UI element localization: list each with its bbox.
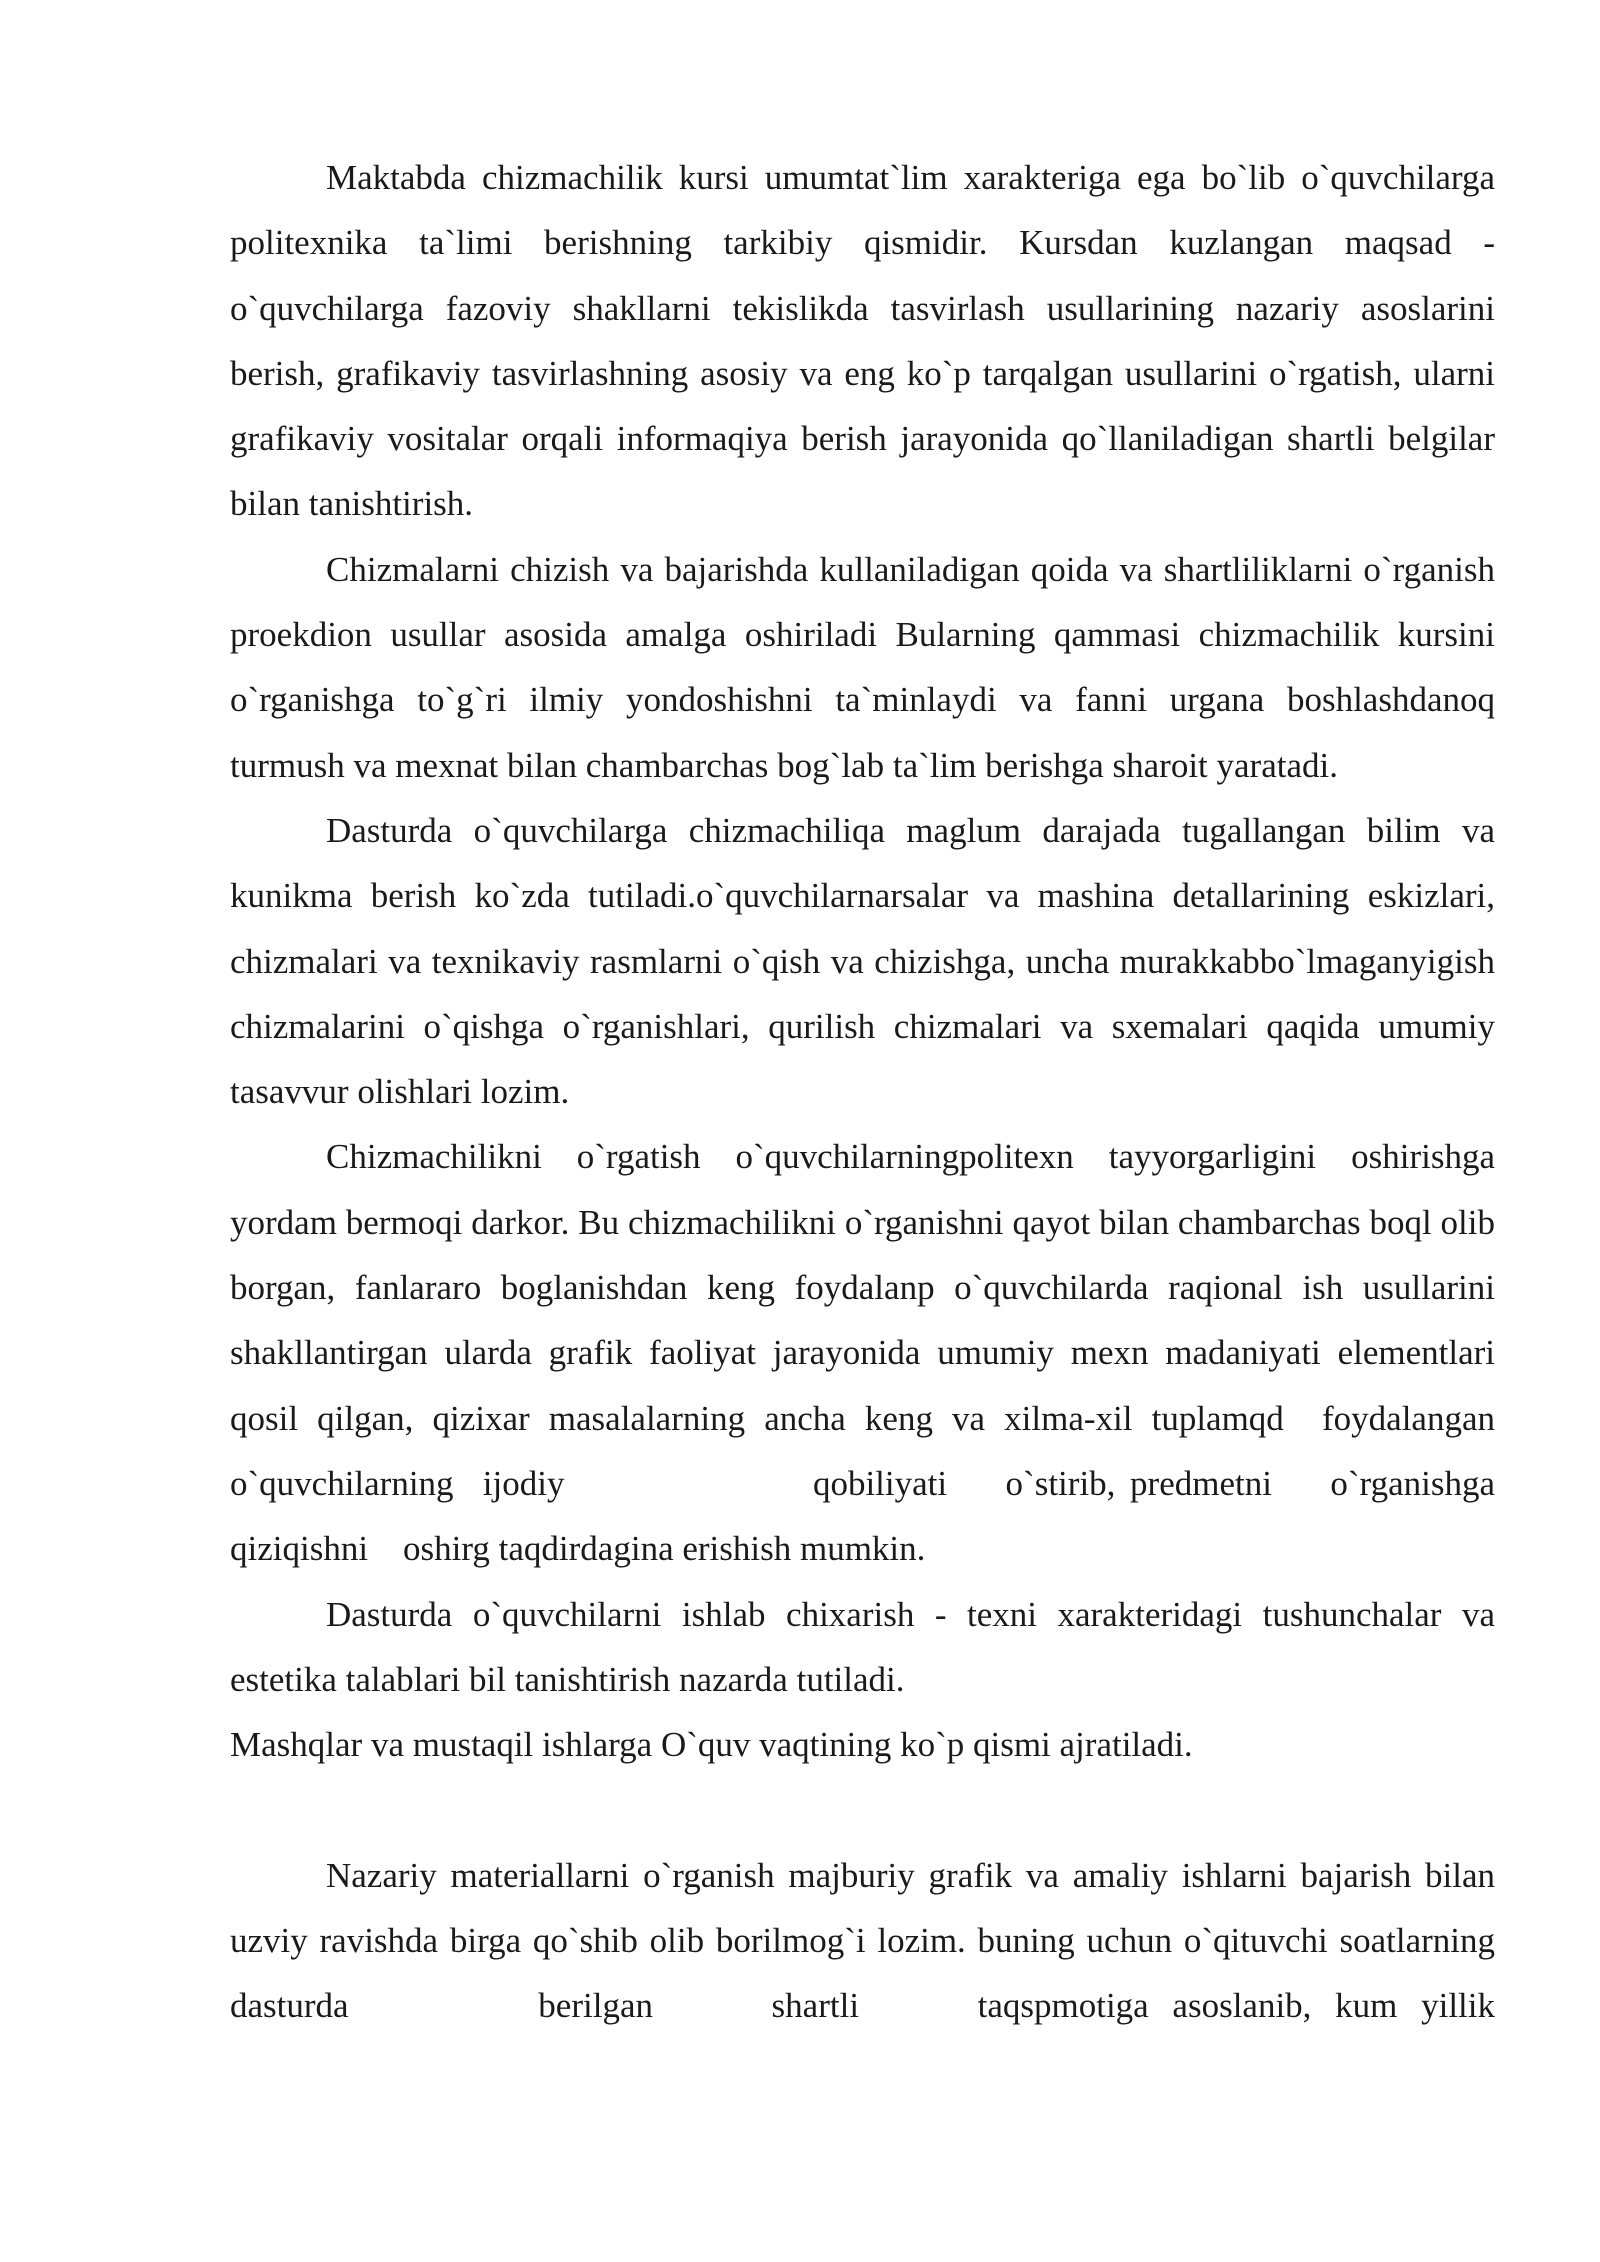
- paragraph-3: Dasturda o`quvchilarga chizmachiliqa maglum darajada tugallangan bilim va kunikma berish ko`zda tutiladi.o`quvchilarnarsalar va mashina detallarining eskizlari, chizmalari va texnikaviy rasmlarni o`qish va chizishga, uncha murakkabbo`lmaganyigish chizmalarini o`qishga o`rganishlari, qurilish chizmalari va sxemalari qaqida umumiy tasavvur olishlari lozim.: [230, 810, 1495, 1112]
- paragraph-7: Nazariy materiallarni o`rganish majburiy grafik va amaliy ishlarni bajarish bilan uzviy ravishda birga qo`shib olib borilmog`i lozim. buning uchun o`qituvchi soatlarning dasturda berilgan shartli taqspmotiga asoslanib, kum yillik: [230, 1855, 1539, 2026]
- paragraph-5: Dasturda o`quvchilarni ishlab chixarish - texni xarakteridagi tushunchalar va estetika talablari bil tanishtirish nazarda tutiladi.: [230, 1594, 1495, 1699]
- paragraph-1: Maktabda chizmachilik kursi umumtat`lim xarakteriga ega bo`lib o`quvchilarga politexnika ta`limi berishning tarkibiy qismidir. Kursdan kuzlangan maqsad - o`quvchilarga fazoviy shakllarni tekislikda tasvirlash usullarining nazariy asoslarini berish, grafikaviy tasvirlashning asosiy va eng ko`p tarqalgan usullarini o`rgatish, ularni grafikaviy vositalar orqali informaqiya berish jarayonida qo`llaniladigan shartli belgilar bilan tanishtirish.: [230, 158, 1495, 524]
- paragraph-4: Chizmachilikni o`rgatish o`quvchilarningpolitexn tayyorgarligini oshirishga yordam bermoqi darkor. Bu chizmachilikni o`rganishni qayot bilan chambarchas boql olib borgan, fanlararo boglanishdan keng foydalanp o`quvchilarda raqional ish usullarini shakllantirgan ularda grafik faoliyat jarayonida umumiy mexn madaniyati elementlari qosil qilgan, qizixar masalalarning ancha keng va xilma-xil tuplamqd foydalangan o`quvchilarning ijodiy qobiliyati o`stirib, predmetni o`rganishga qiziqishni oshirg taqdirdagina erishish mumkin.: [230, 1137, 1539, 1569]
- blank-line: [230, 1777, 1495, 1842]
- paragraph-2: Chizmalarni chizish va bajarishda kullaniladigan qoida va shartliliklarni o`rganish proekdion usullar asosida amalga oshiriladi Bularning qammasi chizmachilik kursini o`rganishga to`g`ri ilmiy yondoshishni ta`minlaydi va fanni urgana boshlashdanoq turmush va mexnat bilan chambarchas bog`lab ta`lim berishga sharoit yaratadi.: [230, 549, 1495, 785]
- paragraph-6: Mashqlar va mustaqil ishlarga O`quv vaqtining ko`p qismi ajratiladi.: [230, 1725, 1193, 1765]
- document-body: [230, 145, 1539, 2039]
